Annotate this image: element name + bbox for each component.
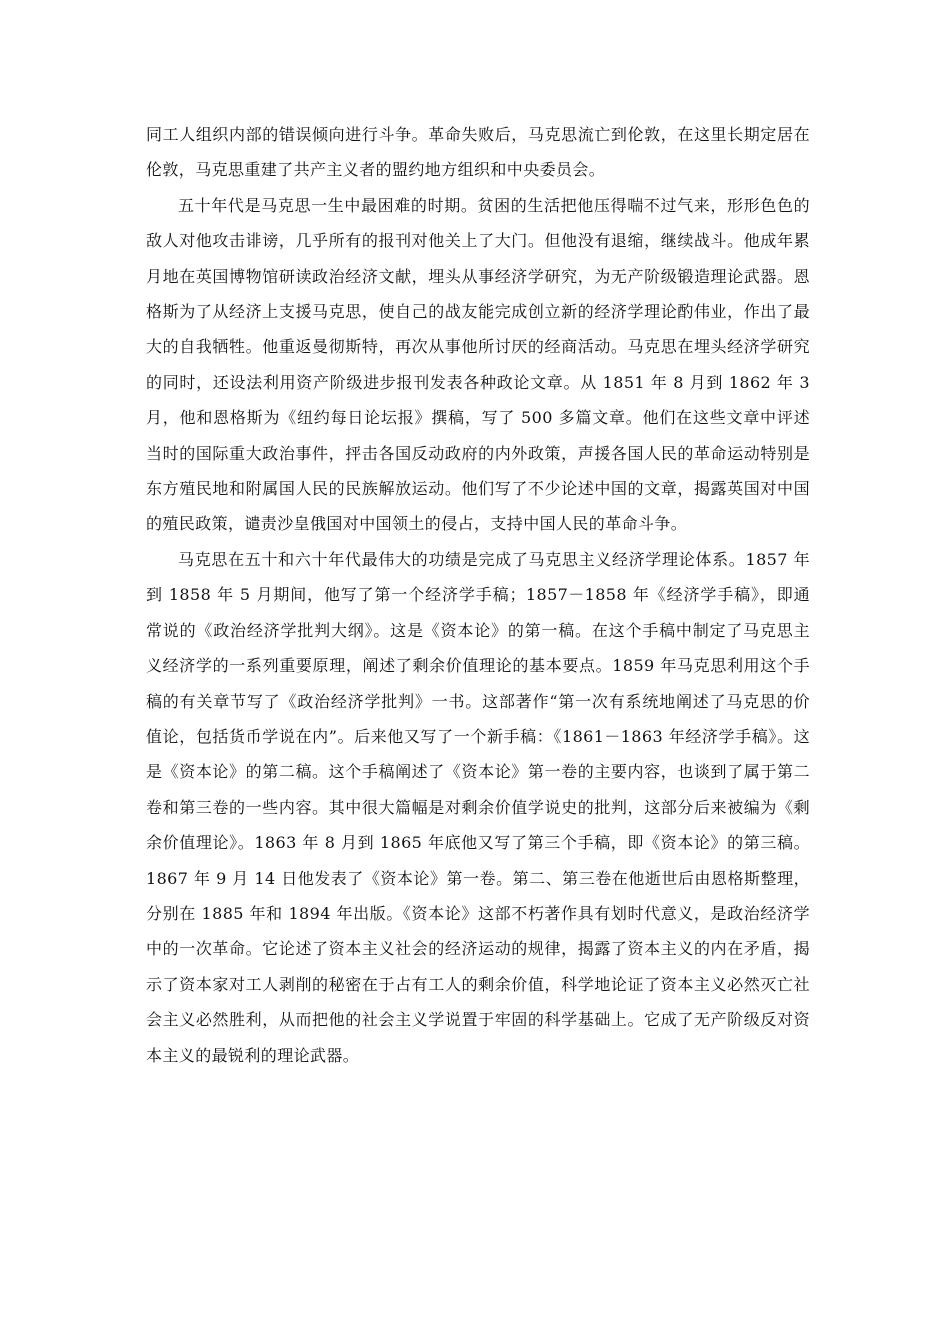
paragraph-1: 同工人组织内部的错误倾向进行斗争。革命失败后，马克思流亡到伦敦，在这里长期定居在伦敦，马克思重建了共产主义者的盟约地方组织和中央委员会。 [146, 125, 810, 180]
paragraph-2: 五十年代是马克思一生中最困难的时期。贫困的生活把他压得喘不过气来，形形色色的敌人对他攻击诽谤，几乎所有的报刊对他关上了大门。但他没有退缩，继续战斗。他成年累月地在英国博物馆研读政治经济文献，埋头从事经济学研究，为无产阶级锻造理论武器。恩格斯为了从经济上支援马克思，使自己的战友能完成创立新的经济学理论酌伟业，作出了最大的自我牺牲。他重返曼彻斯特，再次从事他所讨厌的经商活动。马克思在埋头经济学研究的同时，还设法利用资产阶级进步报刊发表各种政论文章。从 1851 年 8 月到 1862 年 3 月，他和恩格斯为《纽约每日论坛报》撰稿，写了 500 多篇文章。他们在这些文章中评述当时的国际重大政治事件，抨击各国反动政府的内外政策，声援各国人民的革命运动特别是东方殖民地和附属国人民的民族解放运动。他们写了不少论述中国的文章，揭露英国对中国的殖民政策，谴责沙皇俄国对中国领土的侵占，支持中国人民的革命斗争。 [146, 195, 810, 534]
body-text [146, 117, 810, 1073]
paragraph-3: 马克思在五十和六十年代最伟大的功绩是完成了马克思主义经济学理论体系。1857 年到 1858 年 5 月期间，他写了第一个经济学手稿；1857－1858 年《经济学手稿》，即通常说的《政治经济学批判大纲》。这是《资本论》的第一稿。在这个手稿中制定了马克思主义经济学的一系列重要原理，阐述了剩余价值理论的基本要点。1859 年马克思利用这个手稿的有关章节写了《政治经济学批判》一书。这部著作“第一次有系统地阐述了马克思的价值论，包括货币学说在内”。后来他又写了一个新手稿：《1861－1863 年经济学手稿》。这是《资本论》的第二稿。这个手稿阐述了《资本论》第一卷的主要内容，也谈到了属于第二卷和第三卷的一些内容。其中很大篇幅是对剩余价值学说史的批判，这部分后来被编为《剩余价值理论》。1863 年 8 月到 1865 年底他又写了第三个手稿，即《资本论》的第三稿。1867 年 9 月 14 日他发表了《资本论》第一卷。第二、第三卷在他逝世后由恩格斯整理，分别在 1885 年和 1894 年出版。《资本论》这部不朽著作具有划时代意义，是政治经济学中的一次革命。它论述了资本主义社会的经济运动的规律，揭露了资本主义的内在矛盾，揭示了资本家对工人剥削的秘密在于占有工人的剩余价值，科学地论证了资本主义必然灭亡社会主义必然胜利，从而把他的社会主义学说置于牢固的科学基础上。它成了无产阶级反对资本主义的最锐利的理论武器。 [146, 549, 810, 1065]
